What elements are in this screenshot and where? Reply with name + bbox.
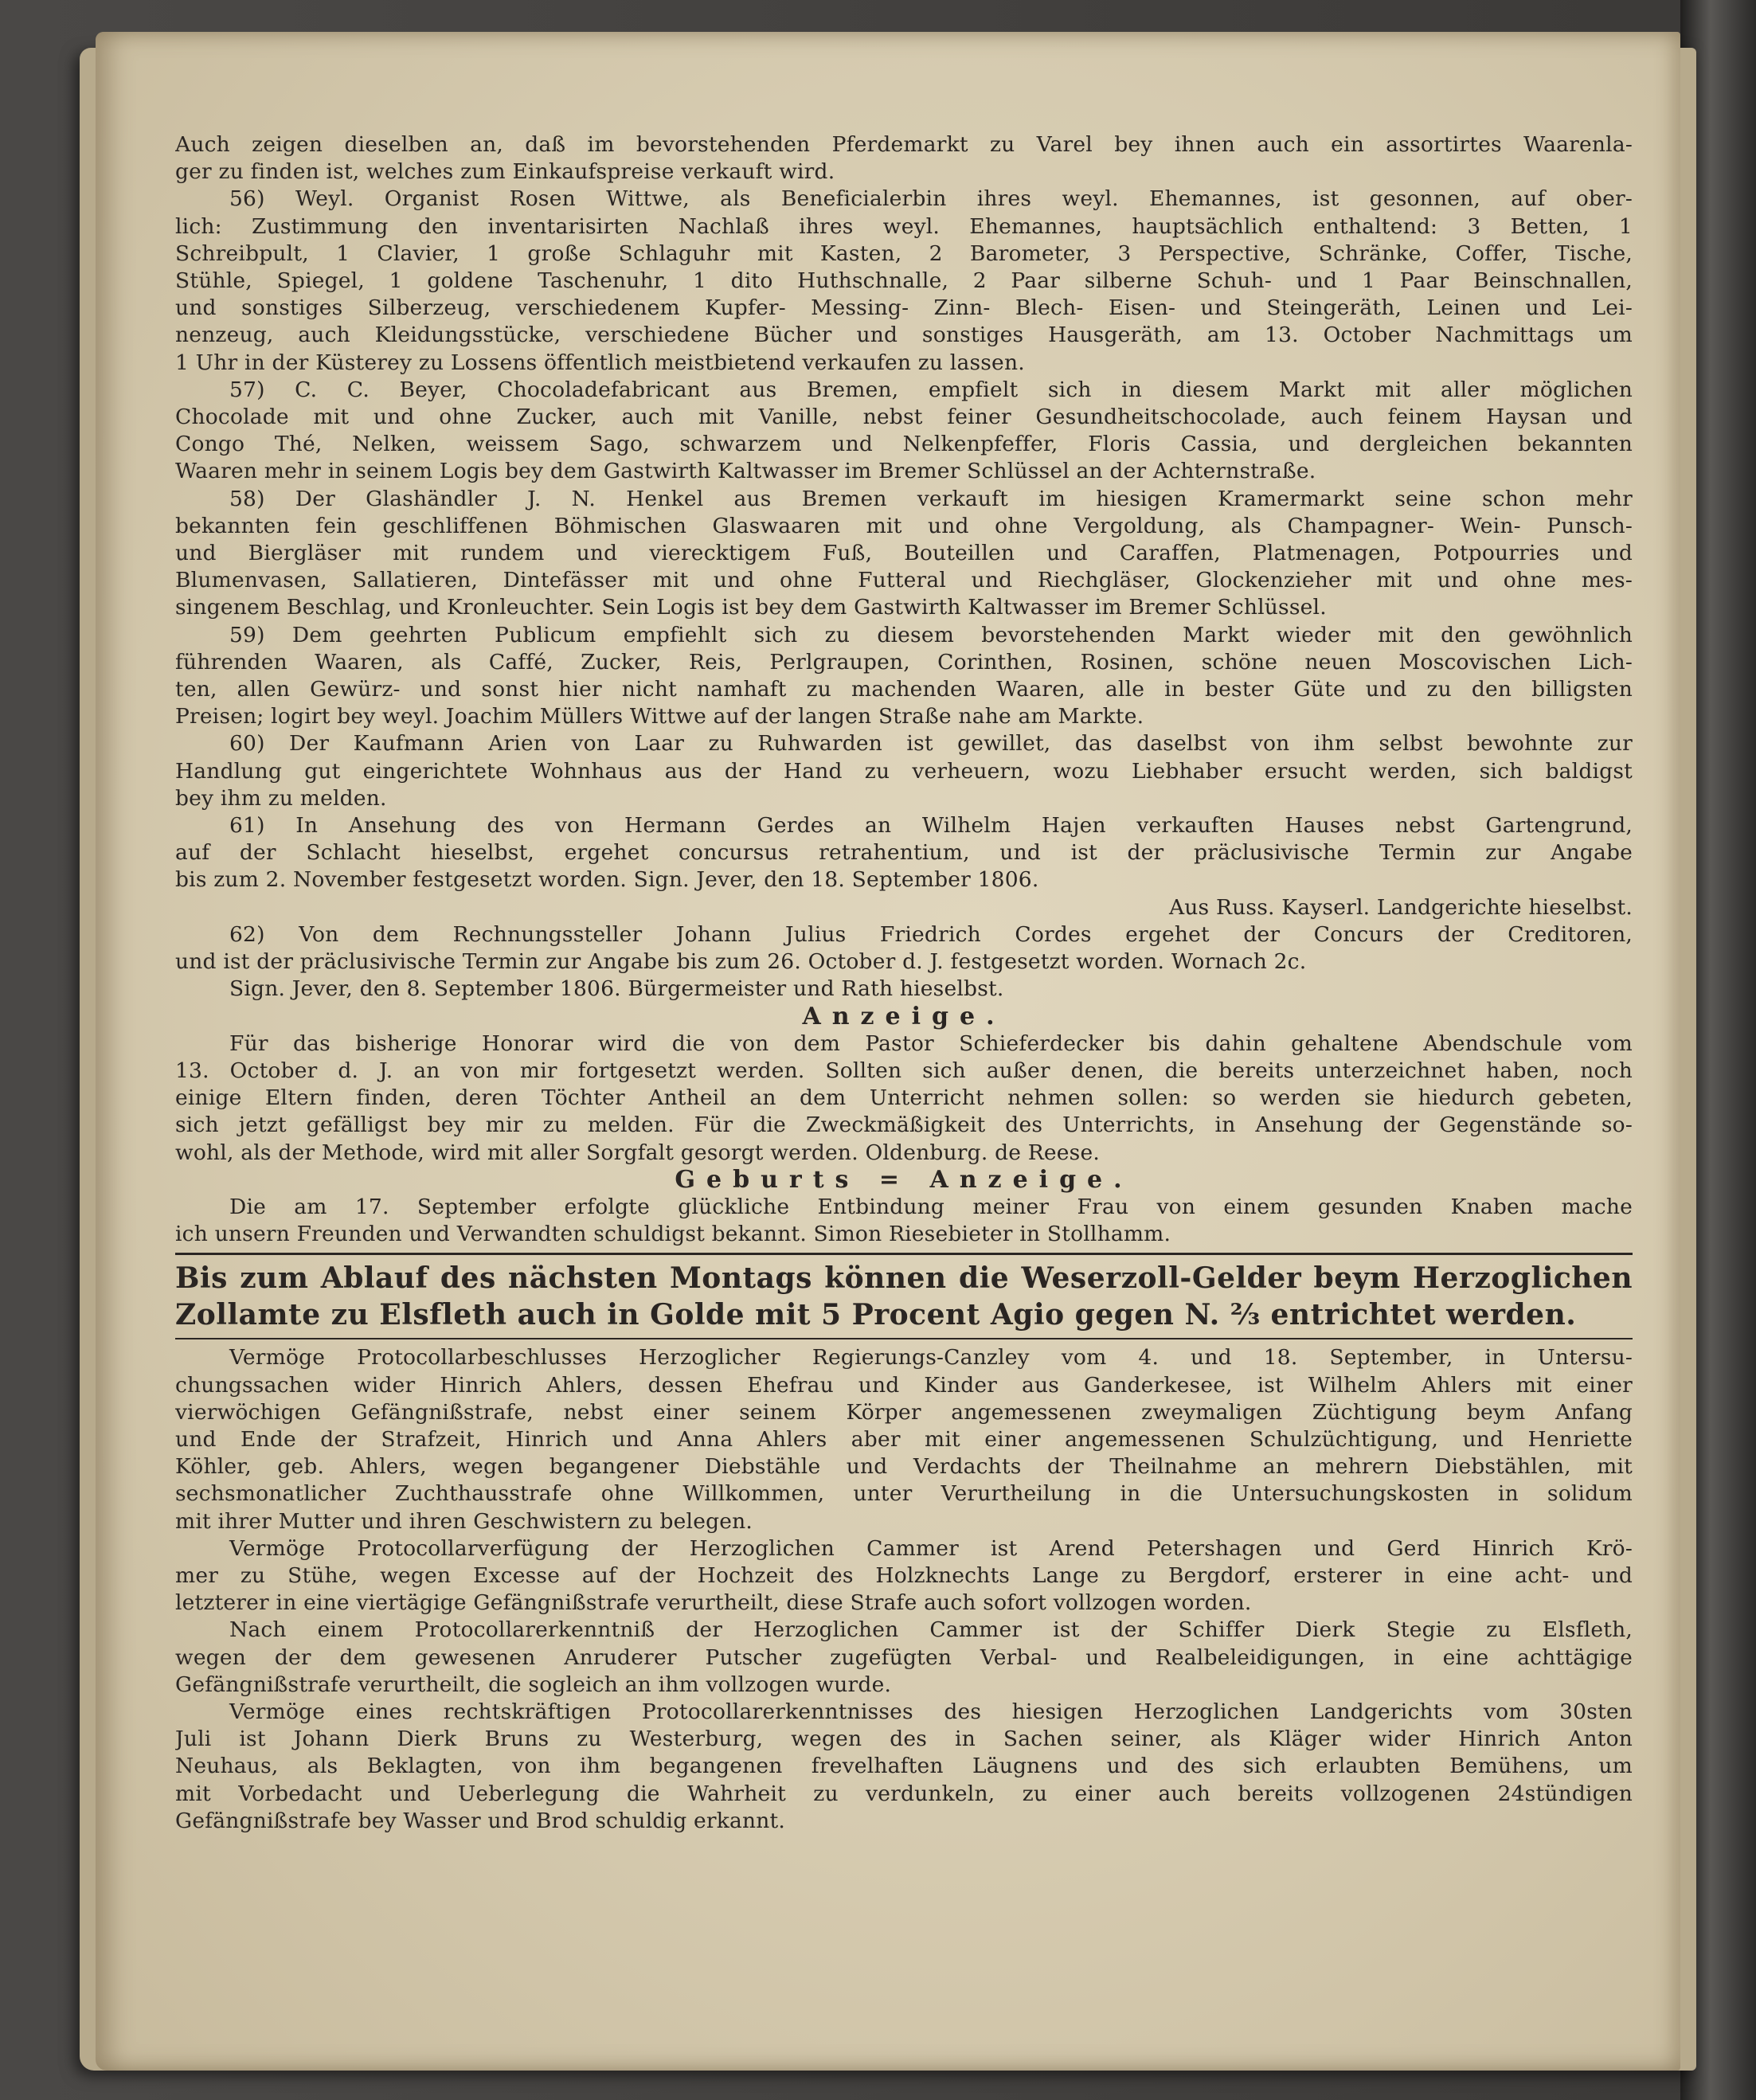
paragraph-geburt — [175, 1194, 1633, 1248]
text-line: und sonstiges Silberzeug, verschiedenem Kupfer- Messing- Zinn- Blech- Eisen- und Steingeräth, Leinen und Lei- — [175, 295, 1633, 321]
signature-line: Aus Russ. Kayserl. Landgerichte hieselbst. — [1168, 894, 1633, 920]
text-line: bey ihm zu melden. — [175, 785, 387, 811]
section-heading-anzeige: Anzeige. — [802, 1003, 1006, 1030]
text-line: bis zum 2. November festgesetzt worden. Sign. Jever, den 18. September 1806. — [175, 867, 1039, 893]
paragraph-61 — [175, 812, 1633, 921]
text-line: ger zu finden ist, welches zum Einkaufspreise verkauft wird. — [175, 159, 835, 185]
text-line: Schreibpult, 1 Clavier, 1 große Schlaguhr mit Kasten, 2 Barometer, 3 Perspective, Schränke, Coffer, Tische, — [175, 241, 1633, 266]
page-text — [175, 131, 1633, 1835]
text-line: Die am 17. September erfolgte glückliche Entbindung meiner Frau von einem gesunden Knaben mache — [229, 1194, 1633, 1219]
text-line: wohl, als der Methode, wird mit aller Sorgfalt gesorgt werden. Oldenburg. de Reese. — [175, 1140, 1100, 1165]
text-line: Vermöge Protocollarbeschlusses Herzoglicher Regierungs-Canzley vom 4. und 18. September, in Untersu- — [229, 1345, 1633, 1371]
text-line: auf der Schlacht hieselbst, ergehet concursus retrahentium, und ist der präclusivische Termin zur Angabe — [175, 840, 1633, 866]
paragraph-ahlers — [175, 1344, 1633, 1535]
paragraph-55-continuation — [175, 131, 1633, 186]
paragraph-57 — [175, 377, 1633, 486]
text-line: 13. October d. J. an von mir fortgesetzt werden. Sollten sich außer denen, die bereits unterzeichnet haben, noch — [175, 1058, 1633, 1083]
paragraph-60 — [175, 730, 1633, 812]
text-line: sich jetzt gefälligst bey mir zu melden. Für die Zweckmäßigkeit des Unterrichts, in Ansehung der Gegenstände so- — [175, 1113, 1633, 1138]
text-line: und Ende der Strafzeit, Hinrich und Anna Ahlers aber mit einer angemessenen Schulzüchtigung, und Henriette — [175, 1426, 1633, 1452]
text-line: 1 Uhr in der Küsterey zu Lossens öffentlich meistbietend verkaufen zu lassen. — [175, 350, 1025, 375]
text-line: vierwöchigen Gefängnißstrafe, nebst einer seinem Körper angemessenen zweymaligen Züchtigung beym Anfang — [175, 1399, 1633, 1425]
text-line: Köhler, geb. Ahlers, wegen begangener Diebstähle und Verdachts der Theilnahme an mehrern Diebstählen, mit — [175, 1454, 1633, 1480]
text-line: mit ihrer Mutter und ihren Geschwistern zu belegen. — [175, 1508, 753, 1534]
paragraph-abendschule — [175, 1030, 1633, 1167]
section-heading-geburts-anzeige: Geburts = Anzeige. — [675, 1166, 1133, 1194]
paragraph-bruns — [175, 1699, 1633, 1835]
signature-line: Sign. Jever, den 8. September 1806. Bürgermeister und Rath hieselbst. — [229, 976, 1004, 1002]
text-line: lich: Zustimmung den inventarisirten Nachlaß ihres weyl. Ehemannes, hauptsächlich enthaltend: 3 Betten, 1 — [175, 213, 1633, 239]
text-line: Vermöge Protocollarverfügung der Herzoglichen Cammer ist Arend Petershagen und Gerd Hinrich Krö- — [229, 1535, 1633, 1561]
text-line: Waaren mehr in seinem Logis bey dem Gastwirth Kaltwasser im Bremer Schlüssel an der Achternstraße. — [175, 459, 1316, 484]
text-line: 62) Von dem Rechnungssteller Johann Julius Friedrich Cordes ergehet der Concurs der Creditoren, — [229, 921, 1633, 947]
text-line: wegen der dem gewesenen Anruderer Putscher zugefügten Verbal- und Realbeleidigungen, in eine achttägige — [175, 1644, 1633, 1670]
text-line: 60) Der Kaufmann Arien von Laar zu Ruhwarden ist gewillet, das daselbst von ihm selbst bewohnte zur — [229, 731, 1633, 757]
notice-weserzoll — [175, 1260, 1633, 1333]
text-line: Gefängnißstrafe bey Wasser und Brod schuldig erkannt. — [175, 1808, 786, 1833]
text-line: Stühle, Spiegel, 1 goldene Taschenuhr, 1 dito Huthschnalle, 2 Paar silberne Schuh- und 1 Paar Beinschnallen, — [175, 268, 1633, 294]
text-line: mer zu Stühe, wegen Excesse auf der Hochzeit des Holzknechts Lange zu Bergdorf, ersterer in eine acht- und — [175, 1562, 1633, 1588]
text-line: letzterer in eine viertägige Gefängnißstrafe verurtheilt, diese Strafe auch sofort vollzogen worden. — [175, 1590, 1252, 1616]
text-line: 57) C. C. Beyer, Chocoladefabricant aus Bremen, empfielt sich in diesem Markt mit aller möglichen — [229, 377, 1633, 402]
paragraph-56 — [175, 186, 1633, 376]
paragraph-petershagen — [175, 1535, 1633, 1617]
text-line: ten, allen Gewürz- und sonst hier nicht namhaft zu machenden Waaren, alle in bester Güte und zu den billigsten — [175, 677, 1633, 702]
text-line: Blumenvasen, Sallatieren, Dintefässer mit und ohne Futteral und Riechgläser, Glockenzieher mit und ohne mes- — [175, 568, 1633, 593]
notice-line: Zollamte zu Elsfleth auch in Golde mit 5 Procent Agio gegen N. ⅔ entrichtet werden. — [175, 1298, 1577, 1332]
text-line: Neuhaus, als Beklagten, von ihm begangenen frevelhaften Läugnens und des sich erlaubten Bemühens, um — [175, 1754, 1633, 1779]
text-line: Nach einem Protocollarerkenntniß der Herzoglichen Cammer ist der Schiffer Dierk Stegie zu Elsfleth, — [229, 1617, 1633, 1643]
text-line: Für das bisherige Honorar wird die von dem Pastor Schieferdecker bis dahin gehaltene Abendschule vom — [229, 1030, 1633, 1056]
paragraph-stegie — [175, 1617, 1633, 1699]
paragraph-59 — [175, 622, 1633, 731]
text-line: nenzeug, auch Kleidungsstücke, verschiedene Bücher und sonstiges Hausgeräth, am 13. October Nachmittags um — [175, 323, 1633, 348]
text-line: mit Vorbedacht und Ueberlegung die Wahrheit zu verdunkeln, zu einer auch bereits vollzogenen 24stündigen — [175, 1781, 1633, 1806]
divider-rule — [175, 1253, 1633, 1255]
text-line: 58) Der Glashändler J. N. Henkel aus Bremen verkauft im hiesigen Kramermarkt seine schon mehr — [229, 486, 1633, 511]
text-line: und ist der präclusivische Termin zur Angabe bis zum 26. October d. J. festgesetzt worden. Wornach 2c. — [175, 949, 1307, 975]
text-line: Vermöge eines rechtskräftigen Protocollarerkenntnisses des hiesigen Herzoglichen Landgerichts vom 30sten — [229, 1699, 1633, 1724]
text-line: bekannten fein geschliffenen Böhmischen Glaswaaren mit und ohne Vergoldung, als Champagner- Wein- Punsch- — [175, 513, 1633, 538]
text-line: Chocolade mit und ohne Zucker, auch mit Vanille, nebst feiner Gesundheitschocolade, auch feinem Haysan und — [175, 405, 1633, 430]
text-line: chungssachen wider Hinrich Ahlers, dessen Ehefrau und Kinder aus Ganderkesee, ist Wilhelm Ahlers mit einer — [175, 1372, 1633, 1398]
notice-line: Bis zum Ablauf des nächsten Montags können die Weserzoll-Gelder beym Herzoglichen — [175, 1261, 1633, 1296]
text-line: einige Eltern finden, deren Töchter Antheil an dem Unterricht nehmen sollen: so werden sie hiedurch gebeten, — [175, 1085, 1633, 1111]
text-line: Auch zeigen dieselben an, daß im bevorstehenden Pferdemarkt zu Varel bey ihnen auch ein assortirtes Waarenla- — [175, 132, 1633, 157]
paragraph-58 — [175, 486, 1633, 622]
divider-rule — [175, 1338, 1633, 1339]
text-line: sechsmonatlicher Zuchthausstrafe ohne Willkommen, unter Verurtheilung in die Untersuchungskosten in solidum — [175, 1481, 1633, 1507]
text-line: Preisen; logirt bey weyl. Joachim Müllers Wittwe auf der langen Straße nahe am Markte. — [175, 704, 1144, 729]
text-line: Handlung gut eingerichtete Wohnhaus aus der Hand zu verheuern, wozu Liebhaber ersucht werden, sich baldigst — [175, 758, 1633, 784]
paragraph-62 — [175, 921, 1633, 1003]
text-line: 59) Dem geehrten Publicum empfiehlt sich zu diesem bevorstehenden Markt wieder mit den gewöhnlich — [229, 622, 1633, 647]
text-line: Congo Thé, Nelken, weissem Sago, schwarzem und Nelkenpfeffer, Floris Cassia, und dergleichen bekannten — [175, 432, 1633, 457]
text-line: singenem Beschlag, und Kronleuchter. Sein Logis ist bey dem Gastwirth Kaltwasser im Bremer Schlüssel. — [175, 595, 1327, 620]
text-line: ich unsern Freunden und Verwandten schuldigst bekannt. Simon Riesebieter in Stollhamm. — [175, 1222, 1171, 1247]
text-line: führenden Waaren, als Caffé, Zucker, Reis, Perlgraupen, Corinthen, Rosinen, schöne neuen Moscovischen Lich- — [175, 649, 1633, 675]
text-line: Juli ist Johann Dierk Bruns zu Westerburg, wegen des in Sachen seiner, als Kläger wider Hinrich Anton — [175, 1727, 1633, 1752]
text-line: 61) In Ansehung des von Hermann Gerdes an Wilhelm Hajen verkauften Hauses nebst Gartengrund, — [229, 813, 1633, 839]
text-line: 56) Weyl. Organist Rosen Wittwe, als Beneficialerbin ihres weyl. Ehemannes, ist gesonnen, auf ober- — [229, 186, 1633, 212]
text-line: und Biergläser mit rundem und vierecktigem Fuß, Bouteillen und Caraffen, Platmenagen, Potpourries und — [175, 541, 1633, 566]
text-line: Gefängnißstrafe verurtheilt, die sogleich an ihm vollzogen wurde. — [175, 1672, 892, 1697]
